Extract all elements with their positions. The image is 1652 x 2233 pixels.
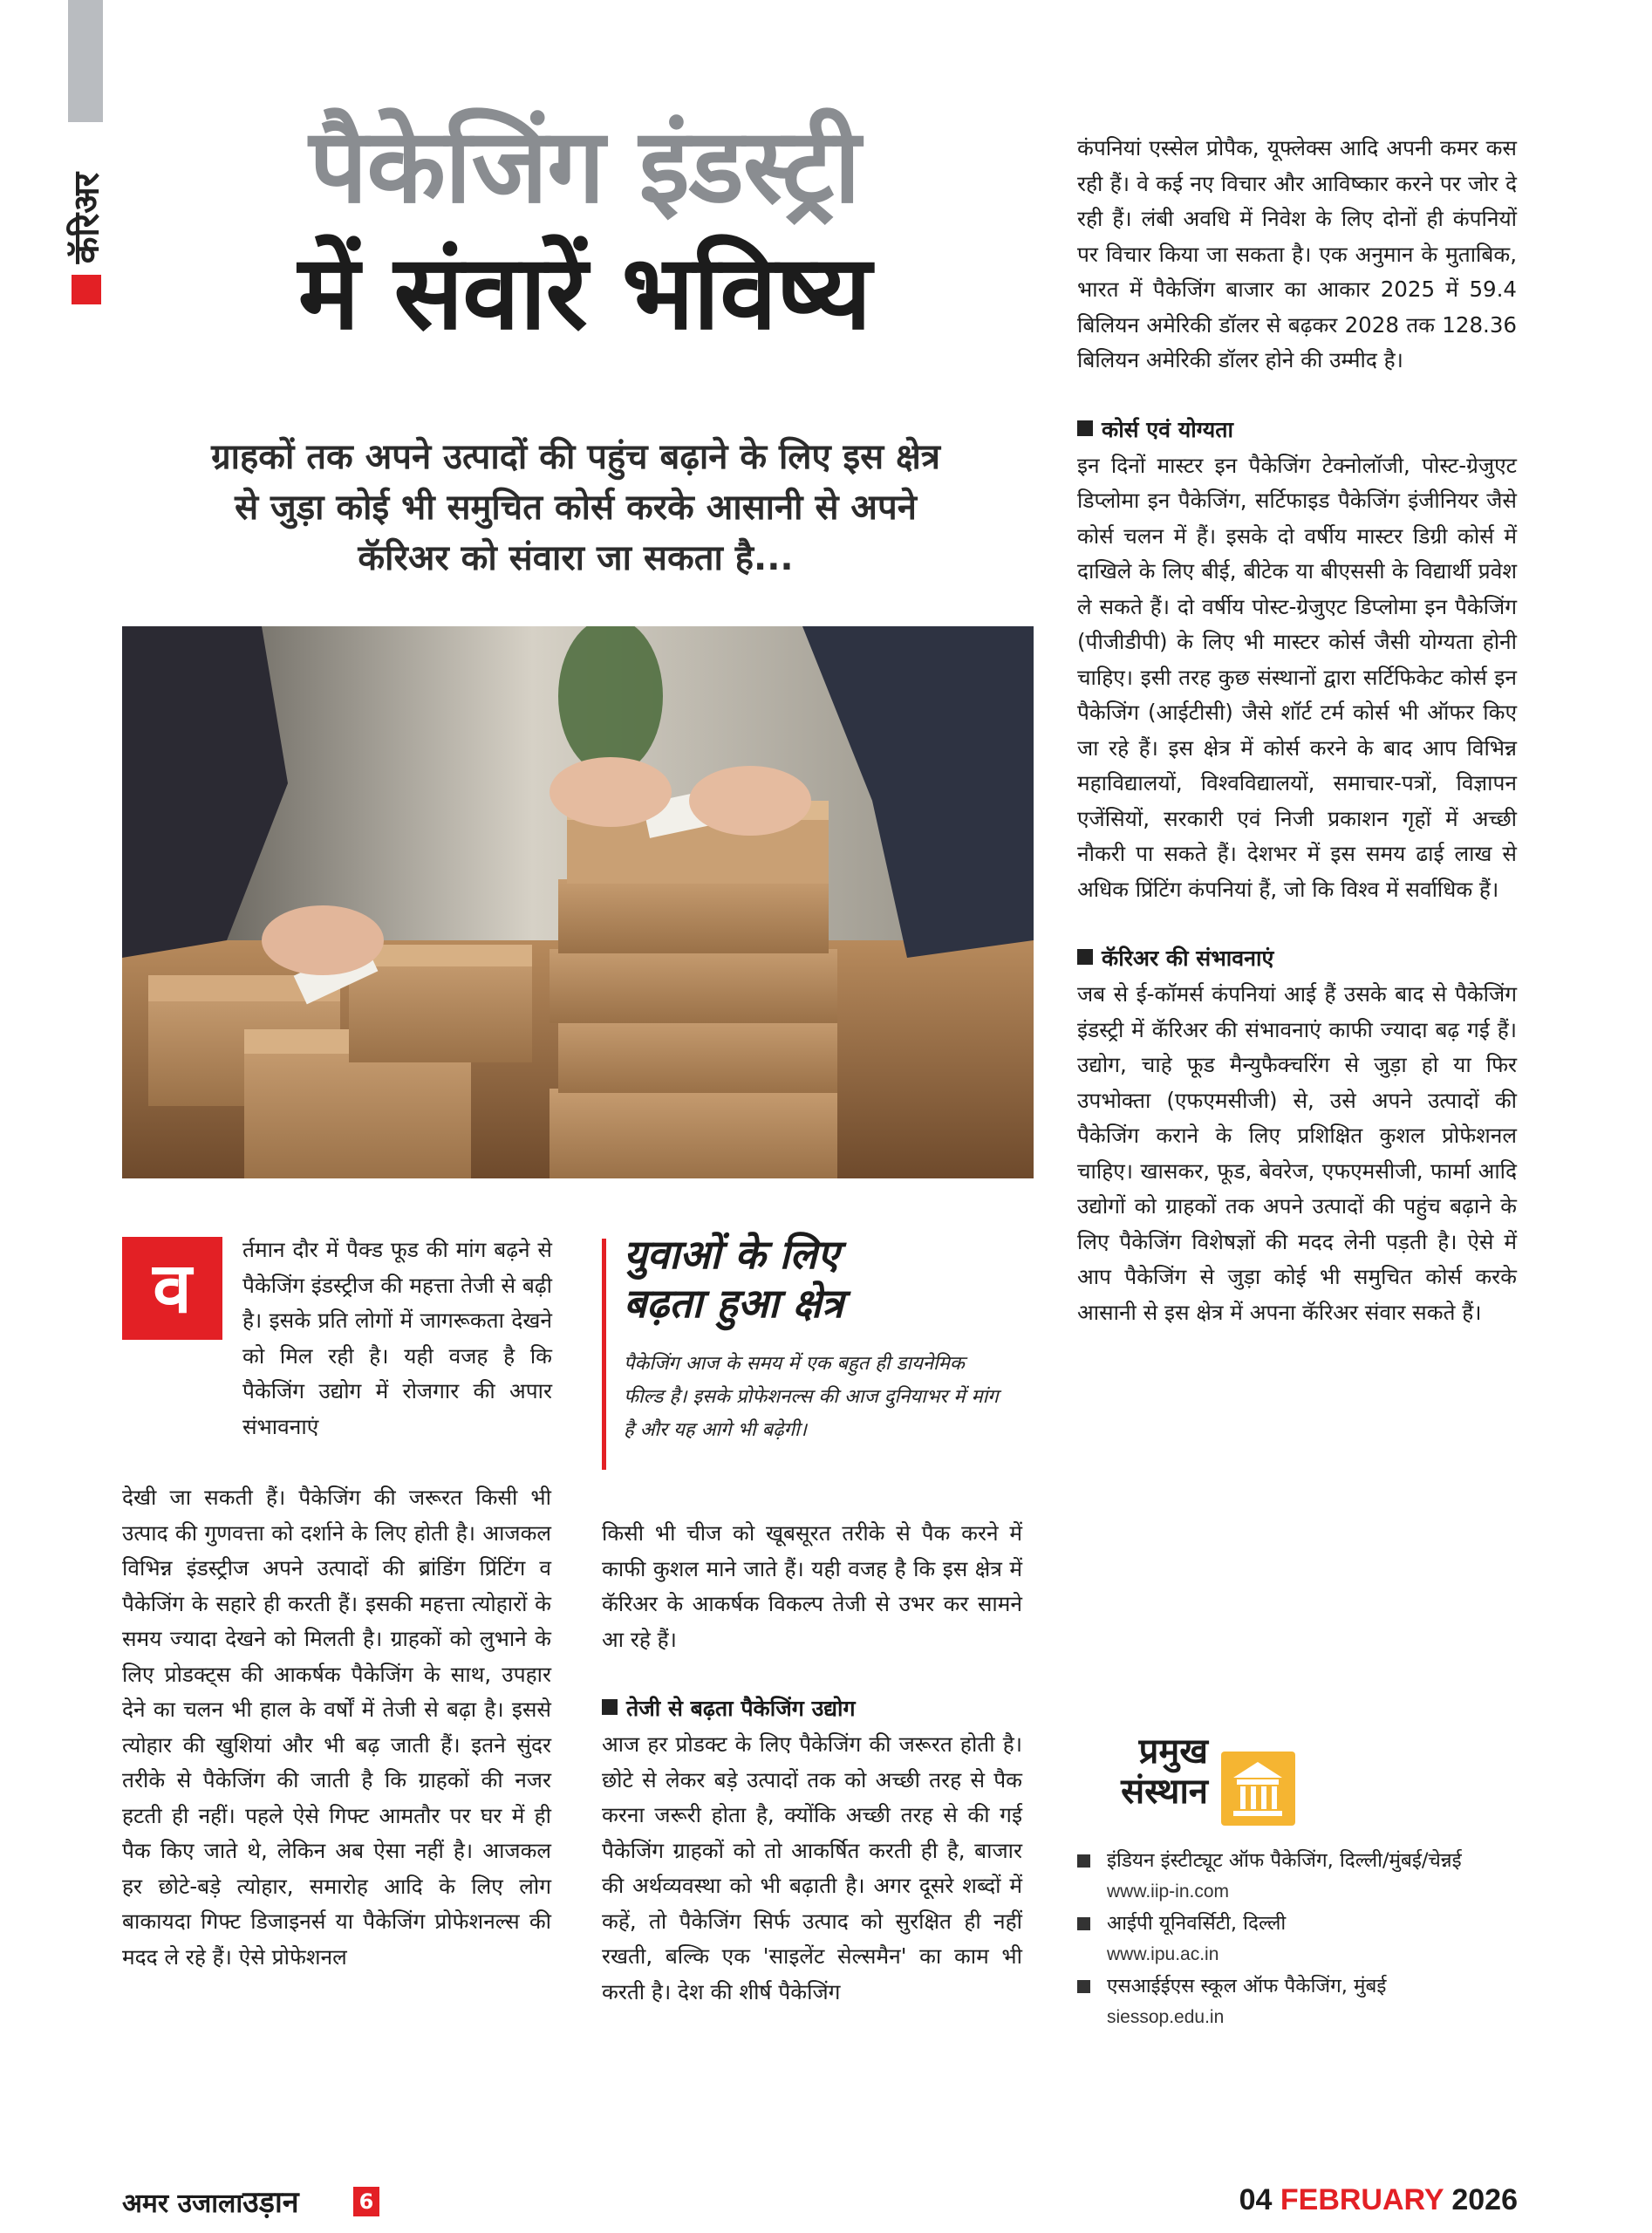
callout-title: युवाओं के लिए बढ़ता हुआ क्षेत्र — [624, 1231, 844, 1327]
institute-link[interactable]: www.iip-in.com — [1107, 1881, 1230, 1902]
intro-paragraph-rest: देखी जा सकती हैं। पैकेजिंग की जरूरत किसी भी उत्पाद की गुणवत्ता को दर्शाने के लिए होती है। आजकल विभिन्न इंडस्ट्रीज अपने उत्पादों की ब्रांडिंग प्रिंटिंग व पैकेजिंग के सहारे ही करती हैं। इसकी महत्ता त्योहारों के समय ज्यादा देखने को मिलती है। ग्राहकों को लुभाने के लिए प्रोडक्ट्स की आकर्षक पैकेजिंग के साथ, उपहार देने का चलन भी हाल के वर्षों में तेजी से बढ़ा है। इससे त्योहार की खुशियां और भी बढ़ जाती हैं। इतने सुंदर तरीके से पैकेजिंग की जाती है कि ग्राहकों की नजर हटती ही नहीं। पहले ऐसे गिफ्ट आमतौर पर घर में ही पैक किए जाते थे, लेकिन अब ऐसा नहीं है। आजकल हर छोटे-बड़े त्योहार, समारोह आदि के लिए लोग बाकायदा गिफ्ट डिजाइनर्स या पैकेजिंग प्रोफेशनल्स की मदद ले रहे हैं। ऐसे प्रोफेशनल — [122, 1485, 551, 1970]
bullet-square-icon — [1077, 1854, 1090, 1868]
footer-brand: अमर उजालाउड़ान — [122, 2185, 299, 2220]
callout-body: पैकेजिंग आज के समय में एक बहुत ही डायनेमिक फील्ड है। इसके प्रोफेशनल्स की आज दुनियाभर में मांग है और यह आगे भी बढ़ेगी। — [624, 1353, 999, 1441]
body-paragraph: इन दिनों मास्टर इन पैकेजिंग टेक्नोलॉजी, पोस्ट-ग्रेजुएट डिप्लोमा इन पैकेजिंग, सर्टिफाइड पैकेजिंग इंजीनियर जैसे कोर्स चलन में हैं। इसके दो वर्षीय मास्टर डिग्री कोर्स में दाखिले के लिए बीई, बीटेक या बीएससी के विद्यार्थी प्रवेश ले सकते हैं। दो वर्षीय पोस्ट-ग्रेजुएट डिप्लोमा इन पैकेजिंग (पीजीडीपी) के लिए भी मास्टर कोर्स जैसी योग्यता होनी चाहिए। इसी तरह कुछ संस्थानों द्वारा सर्टिफिकेट कोर्स इन पैकेजिंग (आईटीसी) जैसे शॉर्ट टर्म कोर्स भी ऑफर किए जा रहे हैं। इस क्षेत्र में कोर्स करने के बाद आप विभिन्न महाविद्यालयों, विश्वविद्यालयों, समाचार-पत्रों, विज्ञापन एजेंसियों, सरकारी एवं निजी प्रकाशन गृहों में अच्छी नौकरी पा सकते हैं। देशभर में इस समय ढाई लाख से अधिक प्रिंटिंग कंपनियां हैं, जो कि विश्व में सर्वाधिक हैं। — [1077, 452, 1517, 902]
section-marker — [72, 275, 101, 304]
section-label: कॅरिअर — [66, 172, 107, 264]
middle-column — [602, 1516, 1022, 2010]
bullet-square-icon — [1077, 1917, 1090, 1930]
deck-subheading: ग्राहकों तक अपने उत्पादों की पहुंच बढ़ाने के लिए इस क्षेत्र से जुड़ा कोई भी समुचित कोर्स करके आसानी से अपने कॅरिअर को संवारा जा सकता है... — [211, 437, 940, 578]
subheading-growing-industry: तेजी से बढ़ता पैकेजिंग उद्योग — [602, 1690, 1022, 1727]
hero-photo — [122, 626, 1034, 1178]
bullet-square-icon — [1077, 949, 1093, 965]
bullet-square-icon — [1077, 1980, 1090, 1993]
bullet-square-icon — [602, 1699, 618, 1715]
callout-rule — [602, 1239, 606, 1470]
list-item: आईपी यूनिवर्सिटी, दिल्ली www.ipu.ac.in — [1077, 1908, 1531, 1970]
headline-line-2: में संवारें भविष्य — [297, 232, 871, 352]
institutes-heading: प्रमुख संस्थान — [1121, 1731, 1208, 1812]
institute-link[interactable]: siessop.edu.in — [1107, 2007, 1225, 2027]
institutes-list — [1077, 1845, 1531, 2033]
body-paragraph: आज हर प्रोडक्ट के लिए पैकेजिंग की जरूरत होती है। छोटे से लेकर बड़े उत्पादों तक को अच्छी तरह से पैक करना जरूरी होता है, क्योंकि अच्छी तरह से की गई पैकेजिंग ग्राहकों को तो आकर्षित करती ही है, बाजार की अर्थव्यवस्था को भी बढ़ाती है। अगर दूसरे शब्दों में कहें, तो पैकेजिंग सिर्फ उत्पाद को सुरक्षित ही नहीं रखती, बल्कि एक 'साइलेंट सेल्समैन' का काम भी करती है। देश की शीर्ष पैकेजिंग — [602, 1731, 1022, 2004]
issue-date: 04 FEBRUARY 2026 — [1239, 2183, 1518, 2216]
headline-line-1: पैकेजिंग इंडस्ट्री — [309, 106, 860, 226]
body-paragraph: जब से ई-कॉमर्स कंपनियां आई हैं उसके बाद से पैकेजिंग इंडस्ट्री में कॅरिअर की संभावनाएं काफी ज्यादा बढ़ गई हैं। उद्योग, चाहे फूड मैन्युफैक्चरिंग से जुड़ा हो या फिर उपभोक्ता (एफएमसीजी) से, उसे अपने उत्पादों की पैकेजिंग कराने के लिए प्रशिक्षित कुशल प्रोफेशनल चाहिए। खासकर, फूड, बेवरेज, एफएमसीजी, फार्मा आदि उद्योगों को ग्राहकों तक अपने उत्पादों की पहुंच बढ़ाने के लिए पैकेजिंग विशेषज्ञों की मदद लेनी पड़ती है। ऐसे में आप पैकेजिंग से जुड़ा कोई भी समुचित कोर्स करके आसानी से इस क्षेत्र में अपना कॅरिअर संवार सकते हैं। — [1077, 981, 1517, 1325]
building-icon — [1221, 1752, 1295, 1826]
bullet-square-icon — [1077, 420, 1093, 436]
body-paragraph: किसी भी चीज को खूबसूरत तरीके से पैक करने में काफी कुशल माने जाते हैं। यही वजह है कि इस क्षेत्र में कॅरिअर के आकर्षक विकल्प तेजी से उभर कर सामने आ रहे हैं। — [602, 1520, 1022, 1652]
intro-paragraph-top: र्तमान दौर में पैक्ड फूड की मांग बढ़ने से पैकेजिंग इंडस्ट्रीज की महत्ता तेजी से बढ़ी है। इसके प्रति लोगों में जागरूकता देखने को मिल रही है। यही वजह है कि पैकेजिंग उद्योग में रोजगार की अपार संभावनाएं — [242, 1237, 552, 1439]
subheading-career-prospects: कॅरिअर की संभावनाएं — [1077, 940, 1517, 977]
subheading-courses: कोर्स एवं योग्यता — [1077, 412, 1517, 448]
section-tab-bar — [68, 0, 103, 122]
list-item: एसआईईएस स्कूल ऑफ पैकेजिंग, मुंबई siessop.edu.in — [1077, 1970, 1531, 2033]
list-item: इंडियन इंस्टीट्यूट ऑफ पैकेजिंग, दिल्ली/मुंबई/चेन्नई www.iip-in.com — [1077, 1845, 1531, 1908]
right-column — [1077, 131, 1517, 1330]
drop-cap: व — [122, 1237, 222, 1340]
page-number: 6 — [353, 2187, 379, 2216]
institute-link[interactable]: www.ipu.ac.in — [1107, 1944, 1219, 1964]
body-paragraph: कंपनियां एस्सेल प्रोपैक, यूफ्लेक्स आदि अपनी कमर कस रही हैं। वे कई नए विचार और आविष्कार करने पर जोर दे रही हैं। लंबी अवधि में निवेश के लिए दोनों ही कंपनियों पर विचार किया जा सकता है। एक अनुमान के मुताबिक, भारत में पैकेजिंग बाजार का आकार 2025 में 59.4 बिलियन अमेरिकी डॉलर से बढ़कर 2028 तक 128.36 बिलियन अमेरिकी डॉलर होने की उम्मीद है। — [1077, 135, 1517, 372]
